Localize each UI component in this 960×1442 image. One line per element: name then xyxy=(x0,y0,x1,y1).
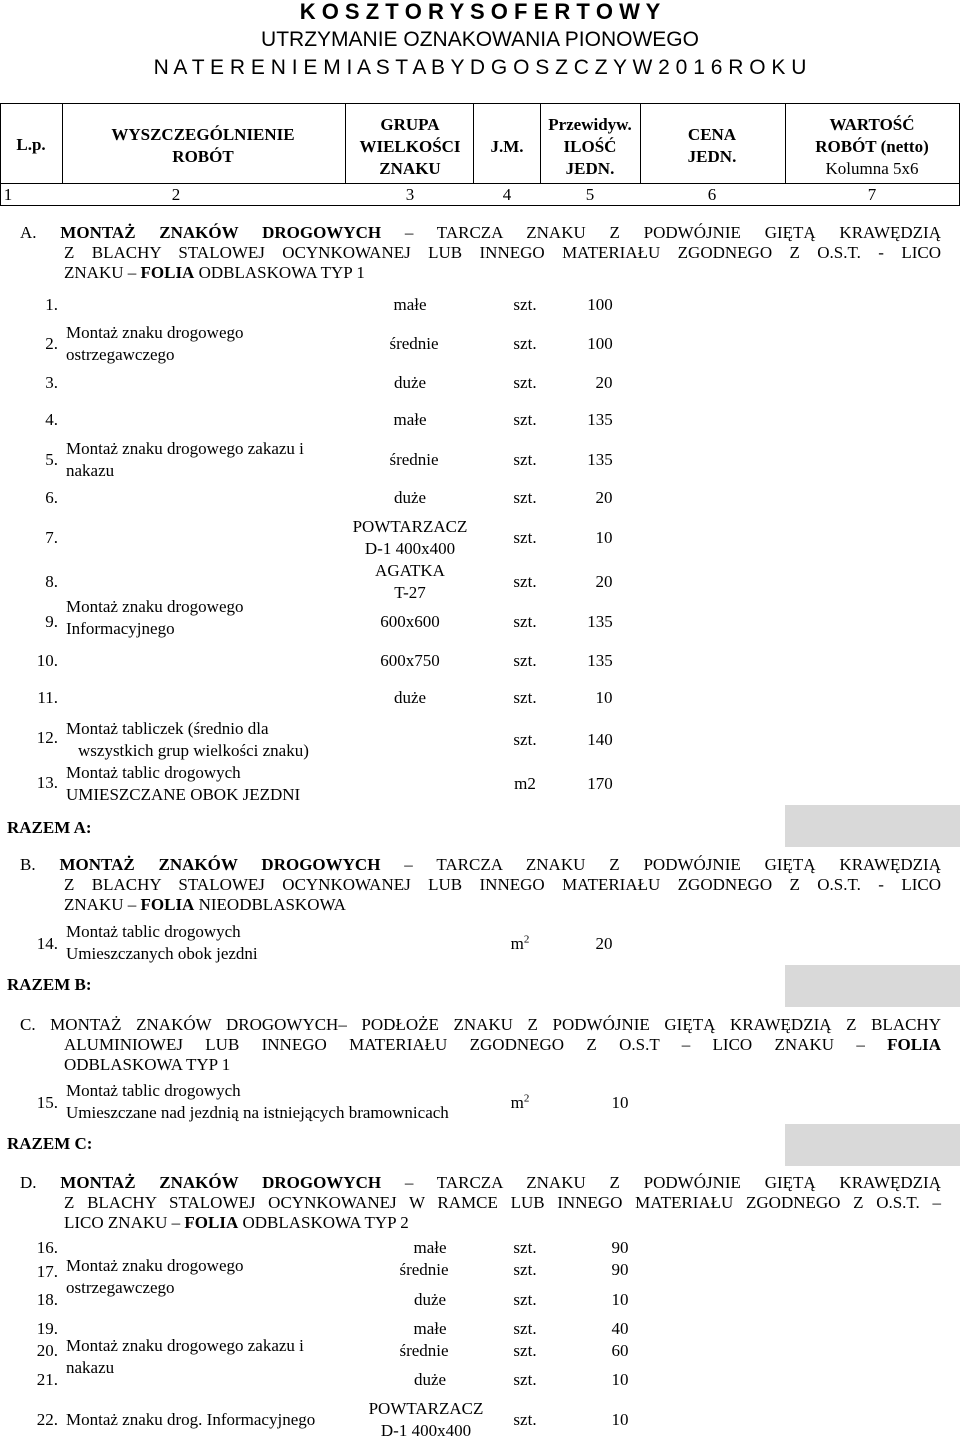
razem-a-label: RAZEM A: xyxy=(7,818,92,837)
header-bottom-border xyxy=(0,205,960,206)
row-desc: Montaż tablic drogowych xyxy=(66,1081,241,1100)
header-jm: J.M. xyxy=(490,137,524,156)
row-jm: szt. xyxy=(513,688,537,707)
row-jm: m2 xyxy=(514,774,536,793)
header-wyszcz: WYSZCZEGÓLNIENIE xyxy=(111,125,295,144)
title-line-2: UTRZYMANIE OZNAKOWANIA PIONOWEGO xyxy=(261,28,699,51)
header-grupa: GRUPA xyxy=(380,115,440,134)
row-lp: 19. xyxy=(36,1319,58,1338)
row-jm: szt. xyxy=(513,1341,537,1360)
row-desc-2: ostrzegawczego xyxy=(66,345,175,364)
row-desc-2: nakazu xyxy=(66,1358,115,1377)
row-lp: 1. xyxy=(45,295,58,314)
header-wyszcz-2: ROBÓT xyxy=(172,147,234,166)
row-lp: 10. xyxy=(36,651,58,670)
header-wartosc-3: Kolumna 5x6 xyxy=(825,159,919,178)
razem-b-value-cell xyxy=(785,965,960,1007)
row-jm: szt. xyxy=(513,450,537,469)
section-b-heading: B. MONTAŻ ZNAKÓW DROGOWYCH – TARCZA ZNAKU Z PODWÓJNIE GIĘTĄ KRAWĘDZIĄ Z BLACHY STALOWEJ OCYNKOWANEJ LUB INNEGO MATERIAŁU ZGODNEGO Z O.S.T. - LICO ZNAKU – FOLIA NIEODBLASKOWA xyxy=(20,855,941,914)
row-jm: szt. xyxy=(513,488,537,507)
row-jm: szt. xyxy=(513,1238,537,1257)
row-lp: 6. xyxy=(45,488,58,507)
row-size: duże xyxy=(413,1290,447,1309)
title-line-3: N A T E R E N I E M I A S T A B Y D G O S Z C Z Y W 2 0 1 6 R O K U xyxy=(153,56,807,79)
header-cena: CENA xyxy=(687,125,737,144)
row-desc: Montaż tablic drogowych xyxy=(66,922,241,941)
row-size: duże xyxy=(393,373,427,392)
row-jm: szt. xyxy=(513,651,537,670)
razem-c-value-cell xyxy=(785,1124,960,1166)
row-size-2: D-1 400x400 xyxy=(380,1421,472,1440)
row-desc-2: wszystkich grup wielkości znaku) xyxy=(78,741,309,760)
col-number: 3 xyxy=(405,185,415,204)
row-desc-2: nakazu xyxy=(66,461,115,480)
row-lp: 4. xyxy=(45,410,58,429)
row-desc-2: ostrzegawczego xyxy=(66,1278,175,1297)
header-col-divider xyxy=(345,103,346,183)
row-lp: 12. xyxy=(36,728,58,747)
section-a-heading: A. MONTAŻ ZNAKÓW DROGOWYCH – TARCZA ZNAKU Z PODWÓJNIE GIĘTĄ KRAWĘDZIĄ Z BLACHY STALOWEJ OCYNKOWANEJ LUB INNEGO MATERIAŁU ZGODNEGO Z O.S.T. - LICO ZNAKU – FOLIA ODBLASKOWA TYP 1 xyxy=(20,223,941,282)
header-grupa-3: ZNAKU xyxy=(379,159,441,178)
row-qty: 10 xyxy=(611,1093,629,1112)
row-jm: szt. xyxy=(513,1319,537,1338)
row-size: 600x600 xyxy=(380,612,440,631)
row-size: małe xyxy=(413,1319,447,1338)
row-desc: Montaż tabliczek (średnio dla xyxy=(66,719,269,738)
col-number: 2 xyxy=(171,185,181,204)
row-desc: Montaż znaku drog. Informacyjnego xyxy=(66,1410,316,1429)
row-qty: 170 xyxy=(587,774,613,793)
row-desc-2: UMIESZCZANE OBOK JEZDNI xyxy=(66,785,301,804)
row-size: duże xyxy=(393,488,427,507)
row-lp: 8. xyxy=(45,572,58,591)
header-lp: L.p. xyxy=(16,135,46,154)
row-desc: Montaż tablic drogowych xyxy=(66,763,241,782)
row-lp: 11. xyxy=(37,688,58,707)
row-lp: 14. xyxy=(36,934,58,953)
row-lp: 18. xyxy=(36,1290,58,1309)
row-lp: 2. xyxy=(45,334,58,353)
row-jm: szt. xyxy=(513,1410,537,1429)
row-jm: szt. xyxy=(513,1290,537,1309)
row-size: średnie xyxy=(389,450,439,469)
section-c-heading: C. MONTAŻ ZNAKÓW DROGOWYCH– PODŁOŻE ZNAKU Z PODWÓJNIE GIĘTĄ KRAWĘDZIĄ Z BLACHY ALUMINIOWEJ LUB INNEGO MATERIAŁU ZGODNEGO Z O.S.T – LICO ZNAKU – FOLIA ODBLASKOWA TYP 1 xyxy=(20,1015,942,1074)
header-grupa-2: WIELKOŚCI xyxy=(359,137,461,156)
row-size: AGATKA xyxy=(375,561,445,580)
row-jm: $m^2$ xyxy=(510,933,530,953)
row-jm: szt. xyxy=(513,1260,537,1279)
row-size: duże xyxy=(393,688,427,707)
header-col-divider xyxy=(62,103,63,183)
row-qty: 10 xyxy=(611,1290,629,1309)
row-lp: 20. xyxy=(36,1341,58,1360)
row-size: małe xyxy=(393,295,427,314)
col-number: 5 xyxy=(585,185,595,204)
header-cena-2: JEDN. xyxy=(687,147,737,166)
row-qty: 10 xyxy=(595,688,613,707)
row-desc-2: Umieszczanych obok jezdni xyxy=(66,944,258,963)
col-number: 4 xyxy=(502,185,512,204)
row-qty: 60 xyxy=(611,1341,629,1360)
row-size: POWTARZACZ xyxy=(368,1399,484,1418)
row-qty: 100 xyxy=(587,334,613,353)
row-size: średnie xyxy=(389,334,439,353)
header-col-divider xyxy=(473,103,474,183)
col-number: 7 xyxy=(867,185,877,204)
row-jm: szt. xyxy=(513,334,537,353)
row-qty: 10 xyxy=(611,1370,629,1389)
row-qty: 140 xyxy=(587,730,613,749)
row-desc: Montaż znaku drogowego xyxy=(66,323,244,342)
row-lp: 17. xyxy=(36,1262,58,1281)
header-wartosc-2: ROBÓT (netto) xyxy=(815,137,929,156)
row-jm: szt. xyxy=(513,612,537,631)
row-qty: 100 xyxy=(587,295,613,314)
row-jm: $m^2$ xyxy=(510,1092,530,1112)
row-qty: 40 xyxy=(611,1319,629,1338)
row-qty: 20 xyxy=(595,934,613,953)
row-qty: 90 xyxy=(611,1260,629,1279)
row-jm: szt. xyxy=(513,730,537,749)
row-desc-2: Umieszczane nad jezdnią na istniejących bramownicach xyxy=(66,1103,449,1122)
razem-a-value-cell xyxy=(785,805,960,847)
row-desc: Montaż znaku drogowego xyxy=(66,1256,244,1275)
row-jm: szt. xyxy=(513,572,537,591)
row-size: 600x750 xyxy=(380,651,440,670)
row-desc: Montaż znaku drogowego zakazu i xyxy=(66,439,304,458)
row-lp: 13. xyxy=(36,773,58,792)
row-qty: 135 xyxy=(587,410,613,429)
row-lp: 22. xyxy=(36,1410,58,1429)
col-number: 6 xyxy=(707,185,717,204)
razem-b-label: RAZEM B: xyxy=(7,975,92,994)
row-lp: 15. xyxy=(36,1093,58,1112)
razem-c-label: RAZEM C: xyxy=(7,1134,93,1153)
row-qty: 10 xyxy=(611,1410,629,1429)
row-desc: Montaż znaku drogowego xyxy=(66,597,244,616)
row-jm: szt. xyxy=(513,1370,537,1389)
header-ilosc-3: JEDN. xyxy=(565,159,615,178)
row-size: średnie xyxy=(399,1341,449,1360)
row-qty: 135 xyxy=(587,450,613,469)
header-ilosc-2: ILOŚĆ xyxy=(563,137,617,156)
row-qty: 20 xyxy=(595,572,613,591)
header-left-border xyxy=(0,103,1,205)
header-mid-border xyxy=(0,183,960,184)
header-top-border xyxy=(0,103,960,104)
row-lp: 21. xyxy=(36,1370,58,1389)
row-desc-2: Informacyjnego xyxy=(66,619,175,638)
row-desc: Montaż znaku drogowego zakazu i xyxy=(66,1336,304,1355)
header-col-divider xyxy=(640,103,641,183)
row-jm: szt. xyxy=(513,528,537,547)
header-ilosc: Przewidyw. xyxy=(548,115,632,134)
row-size: średnie xyxy=(399,1260,449,1279)
row-size-2: D-1 400x400 xyxy=(364,539,456,558)
row-size: małe xyxy=(413,1238,447,1257)
row-size: duże xyxy=(413,1370,447,1389)
row-size: POWTARZACZ xyxy=(352,517,468,536)
row-qty: 20 xyxy=(595,488,613,507)
row-lp: 9. xyxy=(45,612,58,631)
row-size-2: T-27 xyxy=(394,583,426,602)
section-d-heading: D. MONTAŻ ZNAKÓW DROGOWYCH – TARCZA ZNAKU Z PODWÓJNIE GIĘTĄ KRAWĘDZIĄ Z BLACHY STALOWEJ OCYNKOWANEJ W RAMCE LUB INNEGO MATERIAŁU ZGODNEGO Z O.S.T. – LICO ZNAKU – FOLIA ODBLASKOWA TYP 2 xyxy=(20,1173,941,1232)
row-lp: 7. xyxy=(45,528,58,547)
row-qty: 90 xyxy=(611,1238,629,1257)
header-col-divider xyxy=(540,103,541,183)
title-line-1: K O S Z T O R Y S O F E R T O W Y xyxy=(299,0,661,24)
row-qty: 10 xyxy=(595,528,613,547)
row-qty: 135 xyxy=(587,651,613,670)
row-size: małe xyxy=(393,410,427,429)
row-lp: 5. xyxy=(45,450,58,469)
row-lp: 3. xyxy=(45,373,58,392)
col-number: 1 xyxy=(3,185,13,204)
header-wartosc: WARTOŚĆ xyxy=(829,115,915,134)
row-qty: 20 xyxy=(595,373,613,392)
row-jm: szt. xyxy=(513,373,537,392)
row-lp: 16. xyxy=(36,1238,58,1257)
row-qty: 135 xyxy=(587,612,613,631)
row-jm: szt. xyxy=(513,295,537,314)
header-col-divider xyxy=(785,103,786,183)
row-jm: szt. xyxy=(513,410,537,429)
